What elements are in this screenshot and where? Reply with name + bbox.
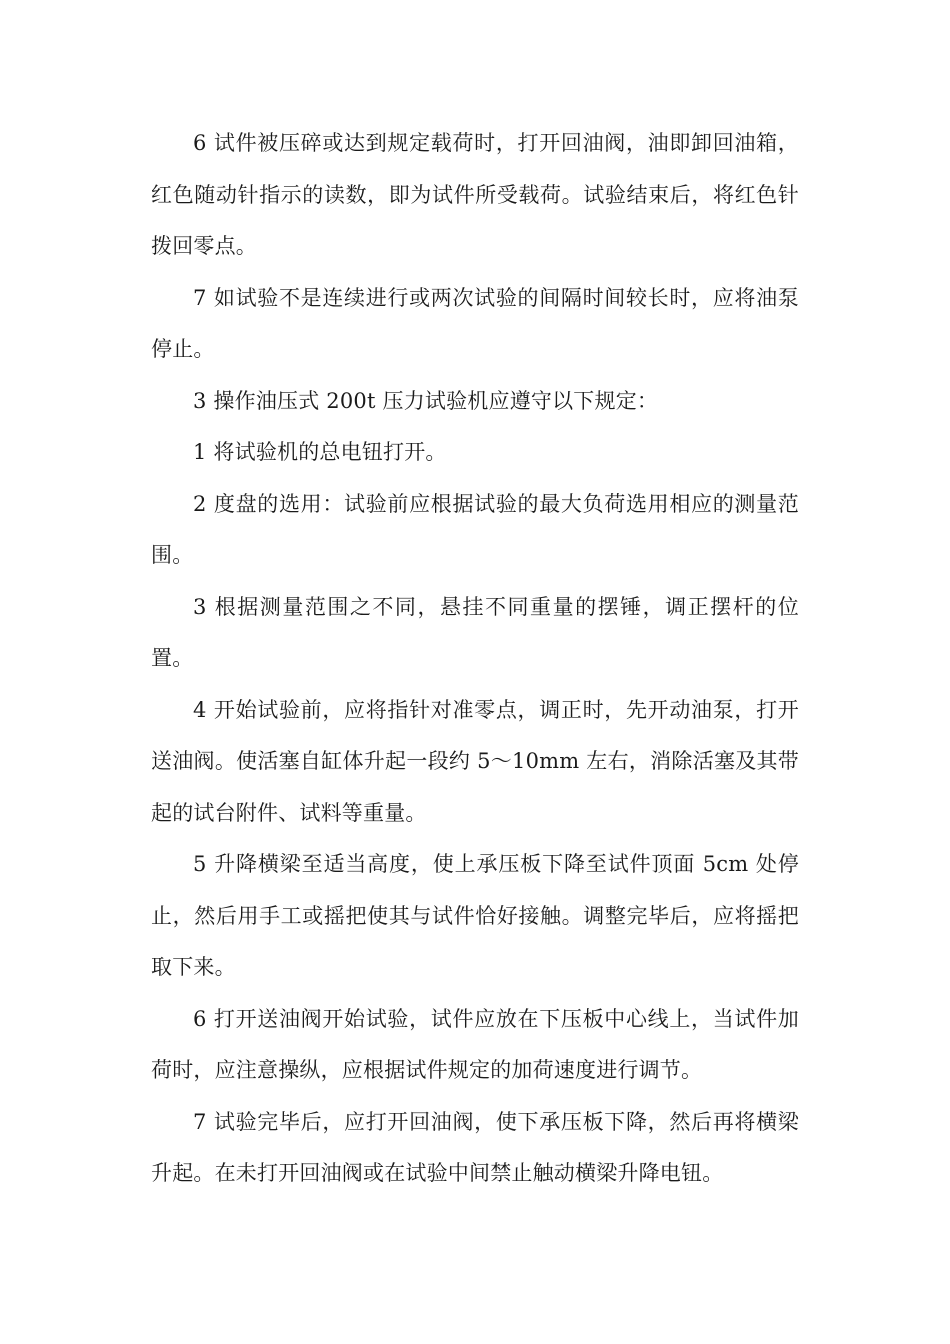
paragraph-step-6-test: 6 打开送油阀开始试验，试件应放在下压板中心线上，当试件加荷时，应注意操纵，应根据试件规定的加荷速度进行调节。: [151, 1006, 799, 1082]
paragraph-step-1-power: 1 将试验机的总电钮打开。: [193, 440, 447, 464]
paragraph-section-3-heading: 3 操作油压式 200t 压力试验机应遵守以下规定：: [193, 388, 659, 413]
paragraph-step-6-unload: 6 试件被压碎或达到规定载荷时，打开回油阀，油即卸回油箱，红色随动针指示的读数，即为试件所受载荷。试验结束后，将红色针拨回零点。: [151, 131, 799, 258]
paragraph-step-3-pendulum: 3 根据测量范围之不同，悬挂不同重量的摆锤，调正摆杆的位置。: [151, 594, 799, 670]
paragraph-step-4-zero: 4 开始试验前，应将指针对准零点，调正时，先开动油泵，打开送油阀。使活塞自缸体升起一段约 5～10mm 左右，消除活塞及其带起的试台附件、试料等重量。: [151, 697, 799, 825]
paragraph-step-5-crossbeam: 5 升降横梁至适当高度，使上承压板下降至试件顶面 5cm 处停止，然后用手工或摇把使其与试件恰好接触。调整完毕后，应将摇把取下来。: [151, 852, 799, 979]
paragraph-step-2-dial: 2 度盘的选用：试验前应根据试验的最大负荷选用相应的测量范围。: [151, 491, 799, 567]
document-body: [151, 118, 799, 1200]
paragraph-step-7-stop-pump: 7 如试验不是连续进行或两次试验的间隔时间较长时，应将油泵停止。: [151, 285, 799, 361]
paragraph-step-7-finish: 7 试验完毕后，应打开回油阀，使下承压板下降，然后再将横梁升起。在未打开回油阀或在试验中间禁止触动横梁升降电钮。: [151, 1109, 799, 1185]
